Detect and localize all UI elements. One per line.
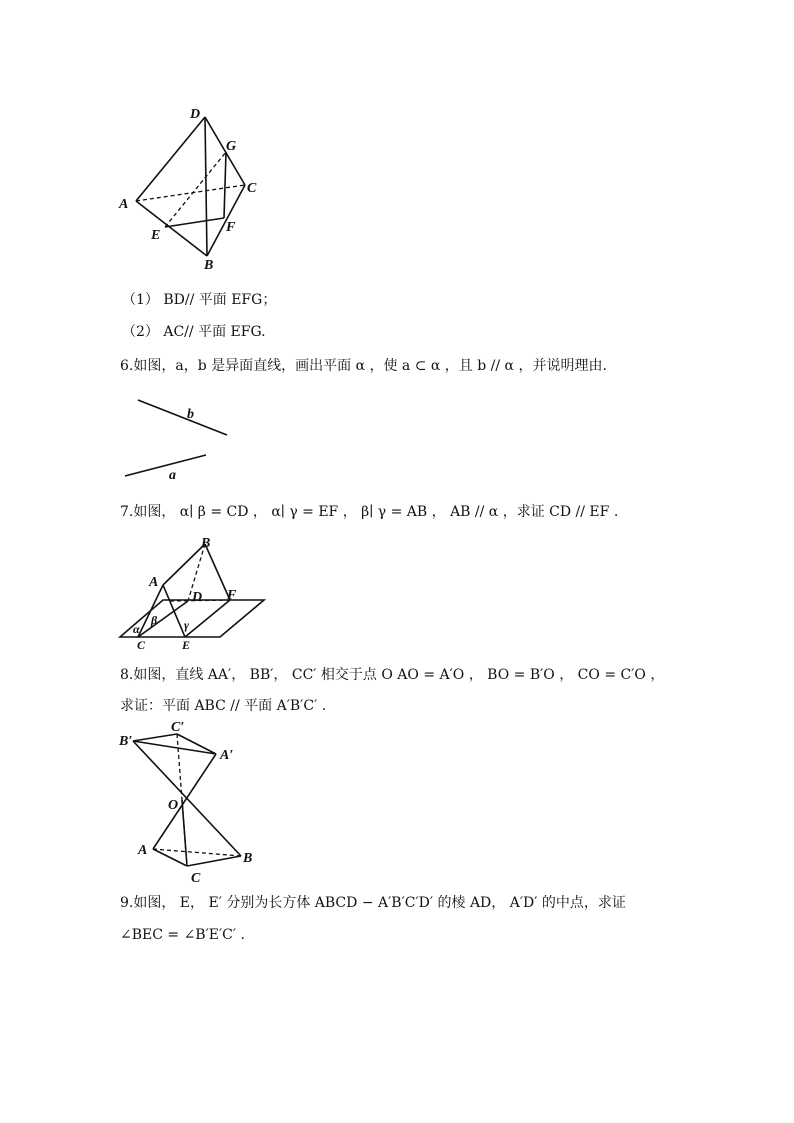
edge-C-D [138, 601, 188, 637]
label-E: E [151, 228, 161, 243]
edge-BpCp [133, 734, 177, 741]
label-b: b [187, 407, 194, 422]
edge-GF [224, 152, 226, 218]
label-beta: β [151, 613, 158, 627]
question-9-line-2: ∠BEC = ∠B′E′C′ . [120, 927, 245, 943]
label-C: C [137, 638, 146, 652]
label-B: B [243, 851, 253, 866]
label-F: F [227, 588, 237, 603]
label-G: G [226, 139, 237, 154]
label-A: A [138, 843, 148, 858]
label-F: F [226, 220, 236, 235]
edge-E-F [185, 600, 230, 637]
edge-EF [165, 218, 224, 227]
two-triangles-figure [115, 718, 265, 888]
skew-lines-figure [115, 392, 240, 487]
question-9-line-1: 9.如图， E， E′ 分别为长方体 ABCD − A′B′C′D′ 的棱 AD， A′D′ 的中点，求证 [120, 895, 626, 911]
item-1: （1） BD// 平面 EFG； [122, 292, 277, 308]
line-b [138, 400, 227, 435]
edge-DA [136, 117, 205, 201]
question-8-line-1: 8.如图，直线 AA′， BB′， CC′ 相交于点 O AO = A′O ， BO = B′O ， CO = C′O ， [120, 667, 665, 683]
question-6: 6.如图，a，b 是异面直线，画出平面 α ，使 a ⊂ α ，且 b // α ，并说明理由. [120, 358, 607, 374]
edge-CB [187, 856, 241, 866]
edge-O-C [182, 800, 187, 866]
question-8-line-2: 求证：平面 ABC // 平面 A′B′C′ . [120, 698, 327, 714]
label-C: C [191, 871, 201, 886]
label-D: D [192, 590, 203, 605]
edge-A-C [138, 585, 163, 637]
tetrahedron-figure [110, 100, 270, 275]
edge-AC-dashed [136, 185, 245, 201]
label-gamma: γ [184, 618, 189, 632]
label-O: O [168, 798, 179, 813]
label-B: B [201, 536, 211, 551]
label-Bp: B′ [119, 734, 133, 749]
edge-AB [136, 201, 207, 256]
question-7: 7.如图， α∣ β = CD ， α∣ γ = EF ， β∣ γ = AB ， AB // α ，求证 CD // EF . [120, 504, 619, 520]
label-Cp: C′ [171, 720, 185, 735]
item-2: （2） AC// 平面 EFG. [122, 324, 266, 340]
label-A: A [149, 575, 159, 590]
three-planes-figure [115, 535, 270, 655]
edge-DB [205, 117, 207, 256]
edge-EG-dashed [165, 152, 226, 227]
label-D: D [190, 107, 201, 122]
line-a [125, 455, 206, 476]
label-B: B [204, 258, 214, 273]
label-C: C [247, 181, 257, 196]
label-alpha: α [133, 622, 140, 636]
label-E: E [182, 638, 191, 652]
label-a: a [169, 468, 176, 483]
label-A: A [119, 197, 129, 212]
label-Ap: A′ [220, 748, 234, 763]
